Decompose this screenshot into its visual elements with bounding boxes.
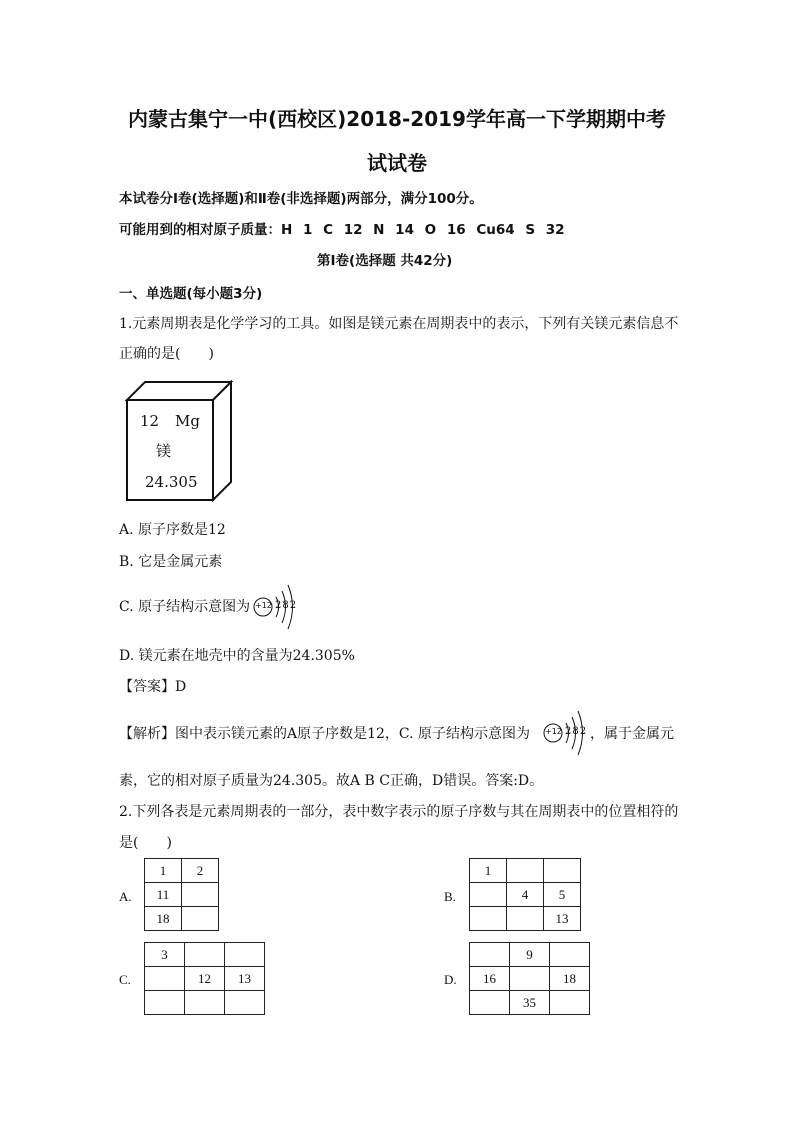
table-cell: 2 (182, 859, 219, 883)
card-symbol: Mg (175, 412, 200, 430)
table-cell: 1 (470, 859, 507, 883)
q1-stem-line1: 1.元素周期表是化学学习的工具。如图是镁元素在周期表中的表示，下列有关镁元素信息不 (119, 316, 679, 332)
table-cell: 3 (145, 943, 185, 967)
table-cell (182, 883, 219, 907)
magnesium-element-card (123, 378, 233, 502)
table-cell: 13 (225, 967, 265, 991)
table-cell: 18 (550, 967, 590, 991)
table-cell (145, 991, 185, 1015)
q2-option-d-label: D. (444, 972, 457, 987)
shell-electrons: 282 (275, 600, 298, 611)
q2-option-a-label: A. (119, 889, 132, 904)
q2-option-c-label: C. (119, 972, 131, 987)
table-cell: 35 (510, 991, 550, 1015)
table-cell (470, 883, 507, 907)
atomic-structure-diagram (252, 581, 300, 633)
table-cell (145, 967, 185, 991)
q1-option-b: B. 它是金属元素 (119, 554, 223, 570)
table-cell: 4 (507, 883, 544, 907)
section-header: 第Ⅰ卷(选择题 共42分) (317, 253, 453, 269)
q1-analysis-line2: 素，它的相对原子质量为24.305。故A B C正确，D错误。答案:D。 (119, 773, 544, 789)
q1-stem-line2: 正确的是( ) (119, 346, 214, 362)
table-cell: 18 (145, 907, 182, 931)
table-cell: 5 (544, 883, 581, 907)
table-cell: 12 (185, 967, 225, 991)
table-cell (470, 943, 510, 967)
exam-title-line2: 试试卷 (367, 151, 427, 175)
q1-option-d: D. 镁元素在地壳中的含量为24.305% (119, 648, 355, 664)
table-cell (550, 943, 590, 967)
table-cell (182, 907, 219, 931)
table-cell (225, 943, 265, 967)
q1-option-a: A. 原子序数是12 (119, 522, 226, 538)
card-atomic-mass: 24.305 (145, 473, 198, 491)
q1-option-c (119, 596, 250, 616)
atomic-mass-line: 可能用到的相对原子质量：H 1 C 12 N 14 O 16 Cu64 S 32 (119, 222, 565, 238)
q2-stem-line2: 是( ) (119, 835, 172, 851)
analysis-shell-electrons: 282 (565, 726, 588, 737)
table-cell: 9 (510, 943, 550, 967)
part-one-heading: 一、单选题(每小题3分) (119, 286, 263, 302)
table-cell (470, 907, 507, 931)
exam-intro: 本试卷分Ⅰ卷(选择题)和Ⅱ卷(非选择题)两部分，满分100分。 (119, 191, 483, 207)
card-atomic-number: 12 (140, 412, 160, 430)
table-cell (550, 991, 590, 1015)
q2-table-d (469, 942, 590, 1015)
card-element-name: 镁 (156, 442, 172, 460)
analysis-nucleus-charge: +12 (545, 727, 562, 736)
table-cell (507, 859, 544, 883)
table-cell (185, 943, 225, 967)
q1-answer: 【答案】D (119, 679, 187, 695)
table-cell: 11 (145, 883, 182, 907)
table-cell (185, 991, 225, 1015)
table-cell: 13 (544, 907, 581, 931)
exam-title-line1: 内蒙古集宁一中(西校区)2018-2019学年高一下学期期中考 (128, 107, 666, 131)
table-cell: 16 (470, 967, 510, 991)
q2-table-b (469, 858, 581, 931)
table-cell (225, 991, 265, 1015)
table-cell (470, 991, 510, 1015)
q2-table-a (144, 858, 219, 931)
nucleus-charge: +12 (255, 601, 272, 610)
table-cell (510, 967, 550, 991)
q2-option-b-label: B. (444, 889, 456, 904)
atomic-structure-diagram-analysis (542, 707, 590, 759)
q1-analysis-part2: ，属于金属元 (590, 726, 674, 742)
table-cell: 1 (145, 859, 182, 883)
q1-analysis-part1: 【解析】图中表示镁元素的A原子序数是12，C. 原子结构示意图为 (119, 726, 531, 742)
q1-option-c-text: C. 原子结构示意图为 (119, 599, 251, 615)
q2-stem-line1: 2.下列各表是元素周期表的一部分，表中数字表示的原子序数与其在周期表中的位置相符的 (119, 804, 679, 820)
q2-table-c (144, 942, 265, 1015)
table-cell (544, 859, 581, 883)
table-cell (507, 907, 544, 931)
